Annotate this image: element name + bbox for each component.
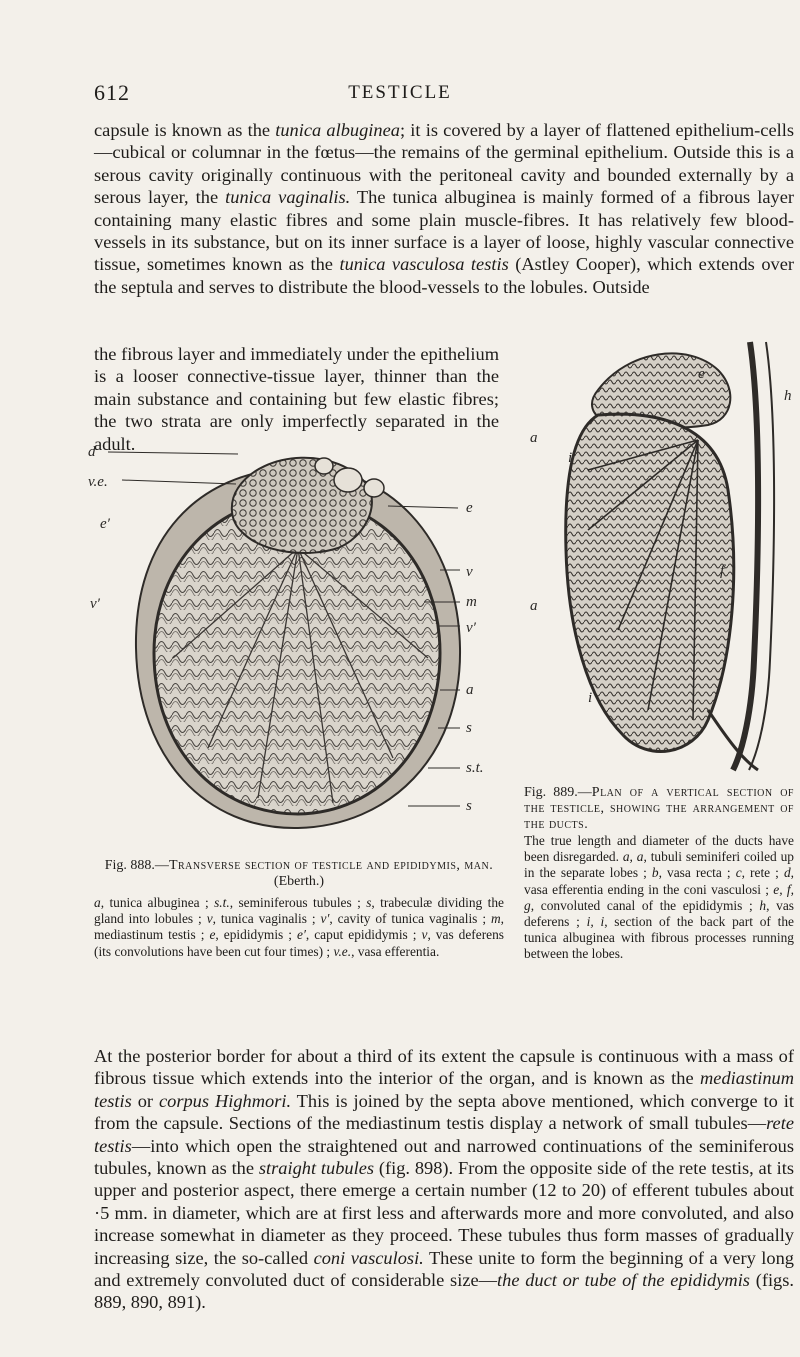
figure-888-label-e: e: [466, 500, 473, 516]
italic-term: a, a: [622, 849, 644, 865]
figure-888-label-d: d: [88, 444, 96, 460]
text-run: The true length and diameter of the ducts have been disregarded.: [524, 833, 794, 865]
text-run: or: [131, 1090, 159, 1111]
text-run: —into which open the straightened out and narrowed continuations of the seminiferous tubules, known as the: [94, 1135, 794, 1179]
italic-term: v′: [320, 911, 330, 927]
italic-term: tunica albuginea: [275, 120, 400, 140]
paragraph-capsule-continuation: the fibrous layer and immediately under the epithelium is a looser connective-tissue layer, thinner than the main substance and containing but few elastic fibres; the two strata are only imperfectly separated in the adult.: [94, 344, 499, 454]
figure-889-illustration: [528, 330, 798, 778]
text-run: , epididymis ;: [215, 927, 298, 943]
text-run: , tunica albuginea ;: [100, 895, 215, 910]
italic-term: rete testis: [94, 1113, 794, 1156]
figure-889-title-prefix: Fig. 889.—: [524, 785, 592, 800]
italic-term: v.e.: [333, 943, 352, 959]
paragraph-capsule: [94, 119, 794, 298]
text-run: (Astley Cooper), which extends over the septula and serves to distribute the blood-vessels to the lobules. Outside: [94, 254, 794, 297]
italic-term: mediastinum testis: [94, 1068, 794, 1111]
text-run: , vasa efferentia ending in the coni vasculosi ;: [524, 865, 794, 897]
text-run: , rete ;: [741, 865, 784, 881]
figure-889-label-i-lower: i: [588, 690, 593, 706]
text-run: , convoluted canal of the epididymis ;: [530, 897, 760, 913]
figure-888-title-suffix: (Eberth.): [273, 874, 325, 890]
figure-888-label-e-prime: e′: [100, 516, 110, 532]
text-run: , vas deferens (its convolutions have been cut four times) ;: [94, 927, 505, 959]
figure-888-label-ve: v.e.: [88, 474, 108, 490]
italic-term: s: [366, 895, 372, 910]
page-header: [0, 80, 800, 110]
figure-888-label-a: a: [466, 682, 474, 698]
page-number: 612: [94, 80, 130, 105]
figure-889-label-i-upper: i: [568, 450, 573, 466]
figure-889-legend: [524, 833, 794, 963]
italic-term: v: [421, 927, 428, 943]
figure-888-label-st: s.t.: [466, 760, 484, 776]
text-run: , tubuli seminiferi coiled up in the separate lobes ;: [524, 849, 794, 881]
italic-term: e′: [297, 927, 306, 943]
figure-889-label-f: f: [720, 563, 725, 579]
italic-term: corpus Highmori.: [158, 1090, 292, 1111]
figure-889-title-text: Plan of a vertical section of the testicle, showing the arrangement of the ducts.: [524, 785, 794, 833]
italic-term: i, i: [586, 914, 605, 930]
text-run: , caput epididymis ;: [305, 927, 422, 943]
figure-888-legend: [94, 895, 504, 960]
italic-term: e: [209, 927, 216, 943]
figure-889-label-e: e: [698, 366, 705, 382]
text-run: , cavity of tunica vaginalis ;: [329, 911, 491, 927]
text-run: , vasa recta ;: [658, 865, 736, 881]
italic-term: s.t.: [214, 895, 230, 910]
running-head: TESTICLE: [348, 82, 452, 103]
text-run: , vasa efferentia.: [351, 943, 440, 959]
italic-term: v: [206, 911, 213, 927]
figure-889-label-a-lower: a: [530, 598, 538, 614]
text-run: This is joined by the septa above mentioned, which converge to it from the capsule. Sections of the mediastinum testis display a network of small tubules—: [94, 1090, 794, 1134]
figure-888-label-v-prime-right: v′: [466, 620, 476, 636]
text-run: , vas deferens ;: [524, 897, 795, 930]
italic-term: c: [735, 865, 742, 881]
figure-888-label-v: v: [466, 564, 473, 580]
italic-term: b: [651, 865, 659, 881]
figure-888-label-m: m: [466, 594, 477, 610]
italic-term: a: [94, 895, 101, 910]
text-run: These unite to form the beginning of a very long and extremely convoluted duct of considerable size—: [94, 1247, 794, 1291]
italic-term: tunica vasculosa testis: [339, 254, 509, 275]
text-run: , trabeculæ dividing the gland into lobules ;: [94, 895, 504, 927]
italic-term: e, f, g: [524, 881, 794, 913]
text-run: At the posterior border for about a third of its extent the capsule is continuous with a mass of fibrous tissue which extends into the interior of the organ, and is known as the: [94, 1046, 794, 1089]
text-run: , section of the back part of the tunica albuginea with fibrous processes running between the lobes.: [524, 914, 794, 962]
italic-term: straight tubules: [258, 1158, 375, 1179]
italic-term: the duct or tube of the epididymis: [497, 1270, 750, 1291]
figure-888-title-prefix: Fig. 888.—: [104, 858, 169, 873]
text-run: capsule is known as the: [94, 120, 276, 140]
figure-888-label-v-prime-left: v′: [90, 596, 100, 612]
paragraph-mediastinum: [94, 1045, 794, 1314]
italic-term: h: [759, 897, 767, 913]
figure-888-label-s-upper: s: [466, 720, 472, 736]
text-run: (figs. 889, 890, 891).: [94, 1270, 794, 1313]
text-run: The tunica albuginea is mainly formed of a fibrous layer containing many elastic fibres and some plain muscle-fibres. It has relatively few blood-vessels in its substance, but on its inner surface is a layer of loose, highly vascular connective tissue, sometimes known as the: [94, 187, 794, 275]
text-run: (fig. 898). From the opposite side of the rete testis, at its upper and posterior aspect, there emerge a certain number (12 to 20) of efferent tubules about ·5 mm. in diameter, which are at first less and afterwards more and more convoluted, and also increase somewhat in diameter as they proceed. These tubules thus form masses of gradually increasing size, the so-called: [94, 1158, 795, 1268]
italic-term: coni vasculosi.: [313, 1247, 424, 1268]
text-run: , tunica vaginalis ;: [212, 911, 321, 927]
figure-889-label-a-upper: a: [530, 430, 538, 446]
italic-term: d: [783, 865, 791, 881]
figure-889-vas-deferens: [733, 342, 758, 770]
text-run: , mediastinum testis ;: [94, 911, 505, 943]
figure-889-title: [524, 785, 794, 834]
figure-888-label-s-lower: s: [466, 798, 472, 814]
italic-term: m: [490, 911, 501, 927]
text-run: ; it is covered by a layer of flattened epithelium-cells—cubical or columnar in the fœtus—the remains of the germinal epithelium. Outside this is a serous cavity originally continuous with the peritoneal cavity and bounded externally by a serous layer, the: [94, 120, 794, 208]
figure-888-title: [94, 858, 504, 890]
figure-888-title-text: Transverse section of testicle and epididymis, man.: [168, 858, 494, 873]
figure-889-label-h: h: [784, 388, 792, 404]
italic-term: tunica vaginalis.: [225, 187, 351, 208]
figure-888-illustration: [88, 428, 508, 838]
text-run: , seminiferous tubules ;: [229, 895, 367, 910]
